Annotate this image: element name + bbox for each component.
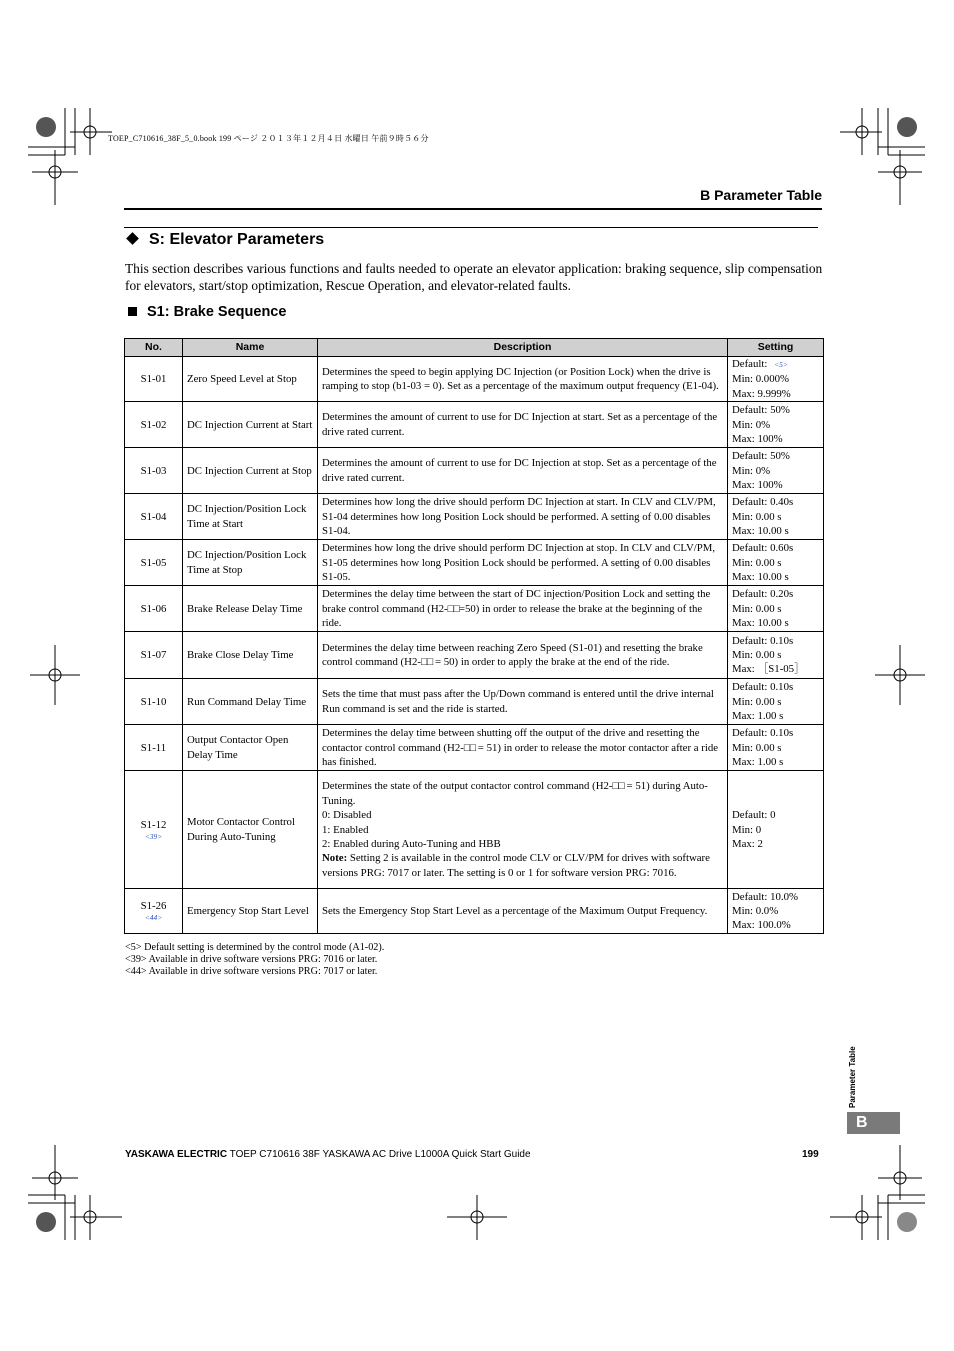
setting-value: Max: 9.999% [732, 387, 791, 400]
description-text: =50) in order to release the brake at the beginning of the ride. [322, 602, 703, 629]
setting-line [732, 464, 819, 478]
param-name-cell [183, 494, 318, 540]
table-row [125, 357, 824, 402]
setting-line [732, 709, 819, 723]
param-no-cell [125, 357, 183, 402]
param-setting-cell [728, 889, 824, 934]
setting-line [732, 403, 819, 417]
param-description [322, 587, 723, 630]
setting-value: Default: 0 [732, 809, 776, 822]
param-description [322, 726, 723, 769]
param-no-cell [125, 632, 183, 679]
setting-line [732, 837, 819, 851]
param-setting-cell [728, 679, 824, 725]
param-name: Brake Release Delay Time [187, 602, 303, 615]
setting-value: Default: [732, 358, 771, 370]
param-name: Zero Speed Level at Stop [187, 372, 297, 385]
param-setting-cell [728, 402, 824, 448]
setting-line [732, 680, 819, 694]
setting-value: Max: 100.0% [732, 919, 791, 932]
param-description: Determines the amount of current to use for DC Injection at start. Set as a percentage of the drive rated current. [322, 411, 718, 438]
note-label: Note: [322, 852, 348, 865]
setting-line [732, 556, 819, 570]
setting-value: Default: 0.10s [732, 681, 794, 694]
param-name-cell [183, 402, 318, 448]
param-no: S1-05 [140, 556, 167, 569]
option-line: 2: Enabled during Auto-Tuning and HBB [322, 837, 501, 850]
param-no-cell [125, 725, 183, 771]
setting-line [732, 808, 819, 822]
param-no-cell [125, 494, 183, 540]
terminal-placeholder: □□ [612, 780, 624, 793]
setting-value: Max: 10.00 s [732, 524, 789, 537]
param-name-cell [183, 357, 318, 402]
col-header-no: No. [125, 339, 183, 357]
param-description-cell [318, 494, 728, 540]
section-intro: This section describes various functions and faults needed to operate an elevator application: braking sequence, slip compensation for elevators, start/stop optimization, Rescue Operation, and elevator-related faults. [125, 261, 823, 293]
param-no: S1-26 [140, 900, 167, 913]
param-name: DC Injection Current at Start [187, 418, 313, 431]
table-row [125, 540, 824, 586]
setting-value: Min: 0.00 s [732, 510, 782, 523]
param-description-cell [318, 357, 728, 402]
setting-line [732, 418, 819, 432]
setting-value: Min: 0.00 s [732, 556, 782, 569]
setting-line [732, 662, 819, 676]
setting-value: Default: 0.20s [732, 588, 794, 601]
param-name: Output Contactor Open Delay Time [187, 734, 289, 761]
setting-line [732, 602, 819, 616]
table-header-row [125, 339, 824, 357]
setting-line [732, 890, 819, 904]
chapter-tab: B [847, 1112, 900, 1134]
setting-value: Max: 1.00 s [732, 709, 784, 722]
setting-line [732, 726, 819, 740]
setting-line [732, 372, 819, 386]
setting-line [732, 495, 819, 509]
param-no: S1-10 [140, 695, 167, 708]
terminal-placeholder: □□ [447, 602, 459, 615]
print-info-line: TOEP_C710616_38F_5_0.book 199 ページ ２０１３年１２月４日 水曜日 午前９時５６分 [108, 134, 429, 143]
setting-line [732, 648, 819, 662]
param-name: Run Command Delay Time [187, 695, 307, 708]
table-row [125, 632, 824, 679]
param-description-cell [318, 632, 728, 679]
param-description: Determines the amount of current to use for DC Injection at stop. Set as a percentage of the drive rated current. [322, 457, 717, 484]
table-row [125, 402, 824, 448]
param-description-cell [318, 889, 728, 934]
setting-value: Max: 100% [732, 478, 783, 491]
table-row [125, 494, 824, 540]
setting-value: Min: 0.00 s [732, 649, 782, 662]
param-description: Determines the speed to begin applying DC Injection (or Position Lock) when the drive is ramping to stop (b1-03 = 0). Set as a percentage of the maximum output frequency (E1-04). [322, 365, 719, 393]
description-text: = 50) in order to apply the brake at the end of the ride. [432, 656, 670, 669]
setting-value: Max: ［S1-05］ [732, 663, 805, 676]
param-description: Determines how long the drive should perform DC Injection at stop. In CLV and CLV/PM, S1-05 determines how long Position Lock should be performed. A setting of 0.00 disables S1-05. [322, 542, 716, 583]
footnote: <5> Default setting is determined by the control mode (A1-02). [125, 942, 385, 953]
param-description [322, 641, 723, 670]
footer-brand: YASKAWA ELECTRIC [125, 1149, 228, 1160]
setting-value: Max: 100% [732, 432, 783, 445]
param-no-cell [125, 402, 183, 448]
col-header-description: Description [318, 339, 728, 357]
setting-value: Min: 0% [732, 464, 771, 477]
terminal-placeholder: □□ [463, 741, 476, 754]
page-number: 199 [802, 1149, 819, 1160]
square-bullet-icon [128, 307, 137, 316]
description-text: Determines the delay time between the start of DC injection/Position Lock and setting the brake control command (H2- [322, 588, 711, 615]
setting-line [732, 478, 819, 492]
side-tab-label: Parameter Table [848, 1046, 857, 1108]
param-setting-cell [728, 586, 824, 632]
param-description-cell [318, 402, 728, 448]
param-description: Determines how long the drive should perform DC Injection at start. In CLV and CLV/PM, S1-04 determines how long Position Lock should be performed. A setting of 0.00 disables S1-04. [322, 496, 716, 537]
setting-value: Max: 2 [732, 837, 763, 850]
setting-line [732, 387, 819, 401]
setting-line [732, 432, 819, 446]
param-no: S1-04 [140, 510, 167, 523]
param-description-cell [318, 448, 728, 494]
setting-line [732, 510, 819, 524]
setting-line [732, 357, 819, 372]
param-description-cell [318, 679, 728, 725]
setting-value: Min: 0.00 s [732, 741, 782, 754]
setting-value: Max: 1.00 s [732, 755, 784, 768]
param-name-cell [183, 725, 318, 771]
param-ref: <39> [144, 831, 163, 841]
param-name: Motor Contactor Control During Auto-Tuning [187, 816, 295, 843]
param-name-cell [183, 771, 318, 889]
setting-line [732, 616, 819, 630]
param-name-cell [183, 540, 318, 586]
param-name: Brake Close Delay Time [187, 649, 294, 662]
default-ref: <5> [774, 360, 788, 369]
param-name-cell [183, 679, 318, 725]
col-header-name: Name [183, 339, 318, 357]
option-line: 1: Enabled [322, 823, 369, 836]
setting-line [732, 918, 819, 932]
param-no: S1-02 [140, 418, 167, 431]
setting-line [732, 904, 819, 918]
setting-line [732, 449, 819, 463]
setting-line [732, 755, 819, 769]
setting-value: Min: 0.0% [732, 905, 779, 918]
setting-value: Max: 10.00 s [732, 616, 789, 629]
param-name: DC Injection/Position Lock Time at Start [187, 503, 307, 530]
setting-value: Min: 0.00 s [732, 602, 782, 615]
setting-value: Min: 0.000% [732, 373, 789, 386]
param-setting-cell [728, 540, 824, 586]
param-no: S1-11 [140, 741, 167, 754]
table-row [125, 448, 824, 494]
footer-text: TOEP C710616 38F YASKAWA AC Drive L1000A Quick Start Guide [227, 1149, 531, 1160]
param-no: S1-07 [140, 649, 167, 662]
param-setting-cell [728, 357, 824, 402]
setting-line [732, 634, 819, 648]
param-no-cell [125, 448, 183, 494]
section-title: S: Elevator Parameters [126, 231, 324, 249]
param-description [322, 779, 723, 808]
param-description-cell [318, 540, 728, 586]
setting-value: Default: 0.60s [732, 542, 794, 555]
param-setting-cell [728, 448, 824, 494]
footnote: <44> Available in drive software versions PRG: 7017 or later. [125, 966, 378, 977]
param-description: Sets the time that must pass after the Up/Down command is entered until the drive internal Run command is set and the ride is started. [322, 688, 714, 715]
param-no: S1-12 [140, 818, 167, 831]
table-row [125, 889, 824, 934]
param-description-cell [318, 725, 728, 771]
table-row [125, 679, 824, 725]
running-header: B Parameter Table [700, 187, 822, 203]
setting-value: Default: 0.10s [732, 727, 794, 740]
setting-value: Min: 0 [732, 823, 762, 836]
param-no-cell [125, 586, 183, 632]
setting-value: Default: 0.40s [732, 496, 794, 509]
description-text: Determines the state of the output contactor control command (H2- [322, 780, 613, 793]
param-description-cell [318, 586, 728, 632]
param-no-cell [125, 540, 183, 586]
setting-value: Min: 0% [732, 418, 771, 431]
table-row [125, 725, 824, 771]
setting-value: Min: 0.00 s [732, 695, 782, 708]
description-text: Determines the delay time between reaching Zero Speed (S1-01) and resetting the brake control command (H2- [322, 641, 703, 669]
header-rule [124, 208, 822, 210]
note-text: Setting 2 is available in the control mode CLV or CLV/PM for drives with software versions PRG: 7017 or later. The setting is 0 or 1 for software version PRG: 7016. [322, 852, 710, 879]
param-no: S1-01 [140, 372, 167, 385]
setting-value: Default: 10.0% [732, 890, 798, 903]
terminal-placeholder: □□ [420, 656, 433, 669]
section-rule [124, 227, 818, 228]
param-setting-cell [728, 632, 824, 679]
param-ref: <44> [144, 913, 163, 923]
param-name: DC Injection/Position Lock Time at Stop [187, 549, 307, 576]
param-no-cell [125, 771, 183, 889]
setting-value: Default: 50% [732, 450, 790, 463]
param-description: Sets the Emergency Stop Start Level as a percentage of the Maximum Output Frequency. [322, 905, 708, 918]
parameter-table [124, 338, 824, 934]
param-no-cell [125, 679, 183, 725]
param-no: S1-03 [140, 464, 167, 477]
footer [125, 1149, 531, 1160]
param-name-cell [183, 889, 318, 934]
option-line: 0: Disabled [322, 809, 372, 822]
setting-value: Default: 0.10s [732, 634, 794, 647]
setting-line [732, 541, 819, 555]
footnotes [125, 942, 384, 978]
param-no: S1-06 [140, 602, 167, 615]
param-name: DC Injection Current at Stop [187, 464, 312, 477]
setting-line [732, 741, 819, 755]
param-description-cell [318, 771, 728, 889]
col-header-setting: Setting [728, 339, 824, 357]
footnote: <39> Available in drive software versions PRG: 7016 or later. [125, 954, 378, 965]
setting-line [732, 524, 819, 538]
param-setting-cell [728, 771, 824, 889]
note [322, 851, 723, 880]
table-row [125, 771, 824, 889]
param-name-cell [183, 586, 318, 632]
setting-value: Max: 10.00 s [732, 570, 789, 583]
setting-line [732, 587, 819, 601]
description-text: = 51) in order to release the motor contactor after a ride has finished. [322, 741, 719, 768]
table-row [125, 586, 824, 632]
description-text: = 51) during Auto-Tuning. [322, 780, 708, 807]
param-name-cell [183, 448, 318, 494]
param-name: Emergency Stop Start Level [187, 905, 309, 918]
description-text: Determines the delay time between shutting off the output of the drive and resetting the contactor control command (H2- [322, 727, 700, 754]
param-setting-cell [728, 494, 824, 540]
param-no-cell [125, 889, 183, 934]
setting-line [732, 695, 819, 709]
setting-line [732, 823, 819, 837]
param-setting-cell [728, 725, 824, 771]
param-name-cell [183, 632, 318, 679]
setting-line [732, 570, 819, 584]
subsection-title: S1: Brake Sequence [128, 304, 286, 320]
diamond-bullet-icon [126, 232, 139, 245]
setting-value: Default: 50% [732, 404, 790, 417]
